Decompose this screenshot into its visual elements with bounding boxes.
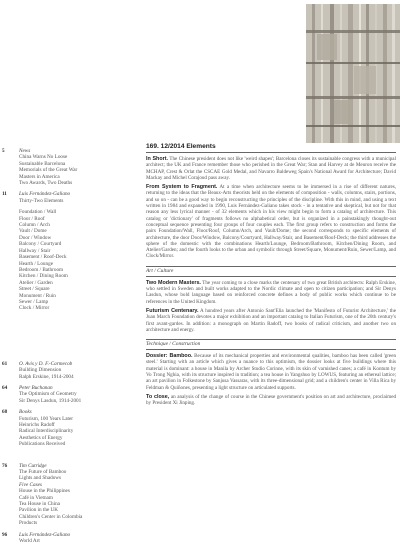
paragraph-text: The Chinese president does not like 'weird shapes'; Barcelona closes its sustainable congress with a municipal architect; the UK and France remember those who perished in the Great War; Stan and Harvey at de Meuron receive the MCHAP, Crest & Orlat the CSCAE Gold Medal, and Navarro Baldeweg Spain's National Award for Architecture; David Mackay and Michel Corajoud pass away. <box>146 156 396 181</box>
toc-author: O. Avis y D. F.-Carmecob <box>19 360 73 367</box>
toc-title: Clock / Mirror <box>19 305 50 312</box>
paragraph-lead: Dossier: Bamboo. <box>146 353 193 360</box>
toc-title: Basement / Roof-Deck <box>19 254 67 261</box>
toc-title: Memorials of the Great War <box>19 167 78 174</box>
toc-spacer <box>2 453 140 463</box>
photo-texture <box>354 66 376 94</box>
toc-entry <box>2 409 140 447</box>
main-column <box>146 143 396 407</box>
paragraph-futurism <box>146 308 396 333</box>
toc-entry <box>2 385 140 404</box>
toc-author: Peter Buchanan <box>19 384 53 391</box>
toc-author: Tim Cutridge <box>19 462 47 469</box>
photo-texture <box>312 4 315 143</box>
toc-page-number: 96 <box>2 531 8 538</box>
paragraph-text: The year coming to a close marks the centenary of two great British architects: Ralph Erskine, who settled in Sweden and built works adapted to the Nordic climate and open to citizen participation; and Sir Denys Lasdun, whose bold language based on reinforced concrete defines a body of public works which continue to be references in the United Kingdom. <box>146 279 396 305</box>
toc-page-number: 68 <box>2 409 8 416</box>
paragraph-text: At a time when architecture seems to be immersed in a rise of different natures, returning to the ideas that the Beaux-Arts theorists held on the elements of composition - walls, columns, stairs, portions, and so on - can be a good way to begin reconstructing the principles of the discipline. With this in mind, and using a text written in 1984 and expanded in 1990, Luis Fernández-Galiano takes stock - in a tentative and skeptical, but not for that reason any less lyrical manner - of 32 elements which in his view might begin to form a catalog of architecture. This catalog or 'dictionary' of fragments follows no alphabetical order, but is organized in a painstakingly thought-out conceptual sequence presenting four groups of four couples each. The first group refers to construction and forms the pairs Foundation/Wall, Floor/Roof, Column/Arch, and Vault/Dome; the second corresponds to specific elements of architecture, the door Door/Window, Balcony/Courtyard, Hallway/Stair, and Basement/Roof-Deck; the third addresses the sphere of the domestic with the combinations Hearth/Lounge, Bedroom/Bathroom, Kitchen/Dining Room, and Atelier/Garden; and the fourth looks to the urban and symbolic through Street/Square, Monument/Ruin, Sewer/Lamp, and Clock/Mirror. <box>146 184 396 260</box>
toc-title: Heinrichs Radoff <box>19 422 55 428</box>
toc-entry <box>2 148 140 186</box>
paragraph-fragment <box>146 184 396 260</box>
toc-author: Books <box>19 409 32 416</box>
toc-title: Balcony / Courtyard <box>19 241 62 248</box>
toc-title: Door / Window <box>19 234 52 241</box>
paragraph-text: an analysis of the change of course in the Chinese government's position on art and architecture, proclaimed by President Xi Jinping. <box>146 393 397 407</box>
toc-title: Column / Arch <box>19 222 50 229</box>
paragraph-intro <box>146 156 396 181</box>
toc-title: Bedroom / Bathroom <box>19 266 64 273</box>
toc-page-number: 61 <box>2 360 8 367</box>
photo-texture <box>392 4 395 143</box>
paragraph-lead: From System to Fragment. <box>146 184 218 191</box>
toc-title: Street / Square <box>19 286 50 293</box>
toc-title: Lights and Shadows <box>19 475 62 482</box>
paragraph-lead: In Short. <box>146 156 169 162</box>
toc-title: Vault / Dome <box>19 228 47 235</box>
paragraph-lead: Futurism Centenary. <box>146 307 199 314</box>
toc-title: Thirty-Two Elements <box>19 197 64 204</box>
table-of-contents <box>2 148 140 550</box>
toc-entry-lines <box>19 148 140 186</box>
toc-page-number: 5 <box>2 148 5 154</box>
photo-texture <box>383 4 387 143</box>
photo-texture <box>317 34 337 60</box>
toc-page-number: 76 <box>2 462 8 469</box>
toc-author: Luis Fernández-Galiano <box>19 191 71 198</box>
toc-author: News <box>19 148 31 154</box>
toc-page-number: 64 <box>2 384 8 391</box>
photo-texture <box>306 62 400 64</box>
toc-entry <box>2 532 140 545</box>
toc-title: Tea House in China <box>19 501 60 508</box>
section-label-art: Art / Culture <box>146 268 396 277</box>
toc-title: Aesthetics of Energy <box>19 434 63 441</box>
section-divider <box>146 266 396 267</box>
toc-page-number: 11 <box>2 191 7 198</box>
toc-title: Sustainable Barcelona <box>19 160 66 167</box>
toc-entry-lines <box>19 191 140 311</box>
paragraph-text: Because of its mechanical properties and environmental qualities, bamboo has been called 'green steel.' Starting with an article which gives a nuance to this optimism, the dossier looks at five buildings where this material is dominant: a house in Manila by Archer Studio Corinne, with its skin of varnished canes; a café in Kontum by Vo Trong Nghia, with its structure inspired in tradition; a tea house in Yangshuo by LOWUS, featuring an ethereal lattice; an art pavilion in Folkestone by Sanjusa Vassaras, with its three-dimensional grid; and a children's center in Villa Rica by Feldman & Quiñones, presenting a light structure on articulated supports. <box>146 353 396 391</box>
toc-entry-lines <box>19 385 140 404</box>
toc-title: Floor / Roof <box>19 215 45 222</box>
toc-author: Five Cases <box>19 481 42 488</box>
toc-title: Sewer / Lamp <box>19 298 49 305</box>
photo-texture <box>306 30 400 33</box>
toc-title: The Future of Bamboo <box>19 469 67 476</box>
toc-entry-lines <box>19 463 140 527</box>
toc-title: Pavilion in the UK <box>19 507 59 514</box>
paragraph-closing <box>146 394 396 407</box>
toc-entry <box>2 361 140 380</box>
toc-title: Two Awards, Two Deaths <box>19 180 73 187</box>
toc-entry <box>2 463 140 527</box>
photo-texture <box>321 4 323 143</box>
issue-title: 169. 12/2014 Elements <box>146 143 396 153</box>
toc-title: Radical Interdisciplinarity <box>19 428 74 435</box>
toc-title: Masters in America <box>19 173 60 180</box>
toc-entry <box>2 191 140 311</box>
photo-texture <box>306 96 400 99</box>
toc-title: Café in Vietnam <box>19 494 53 501</box>
paragraph-lead: Two Modern Masters. <box>146 279 201 286</box>
toc-title: Sir Denys Lasdun, 1914-2001 <box>19 397 82 404</box>
toc-title: Futurism, 100 Years Later <box>19 415 74 422</box>
toc-title: Products <box>19 520 38 527</box>
toc-title: Foundation / Wall <box>19 209 57 216</box>
toc-entry-lines <box>19 361 140 380</box>
toc-title: Hearth / Lounge <box>19 260 53 267</box>
toc-title: World Art <box>19 538 40 545</box>
toc-title: Children's Center in Colombia <box>19 513 83 520</box>
paragraph-modern <box>146 280 396 305</box>
toc-entry-lines <box>19 409 140 447</box>
section-label-technique: Technique / Construction <box>146 341 396 350</box>
toc-title: Monument / Ruin <box>19 292 56 299</box>
toc-title: Ralph Erskine, 1914-2004 <box>19 373 74 380</box>
toc-spacer <box>2 317 140 361</box>
toc-title: The Optimism of Geometry <box>19 391 77 398</box>
toc-title: China Warns No Loose <box>19 154 68 161</box>
paragraph-text: A hundred years after Antonio Sant'Elia launched the 'Manifesto of Futurist Architecture,' the Juan March Foundation devotes a major exhibition and an important catalog to Italian Futurism, one of the 20th century's first avant-gardes. In addition: a monograph on Martin Radoff, two books of radical criticism, and another two on architecture and energy. <box>146 307 396 333</box>
photo-texture <box>334 100 352 124</box>
toc-title: Kitchen / Dining Room <box>19 273 68 280</box>
paragraph-lead: To close, <box>146 393 170 400</box>
toc-title: Publications Received <box>19 441 66 448</box>
cover-photo <box>306 4 400 143</box>
photo-texture <box>306 125 400 127</box>
paragraph-bamboo <box>146 353 396 391</box>
toc-title: Building Dimension <box>19 367 62 374</box>
section-divider <box>146 339 396 340</box>
toc-entry-lines <box>19 532 140 545</box>
toc-title: Atelier / Garden <box>19 279 53 286</box>
toc-author: Luis Fernández-Galiano <box>19 531 71 538</box>
toc-title: House in the Philippines <box>19 488 70 495</box>
toc-title: Hallway / Stair <box>19 247 51 254</box>
